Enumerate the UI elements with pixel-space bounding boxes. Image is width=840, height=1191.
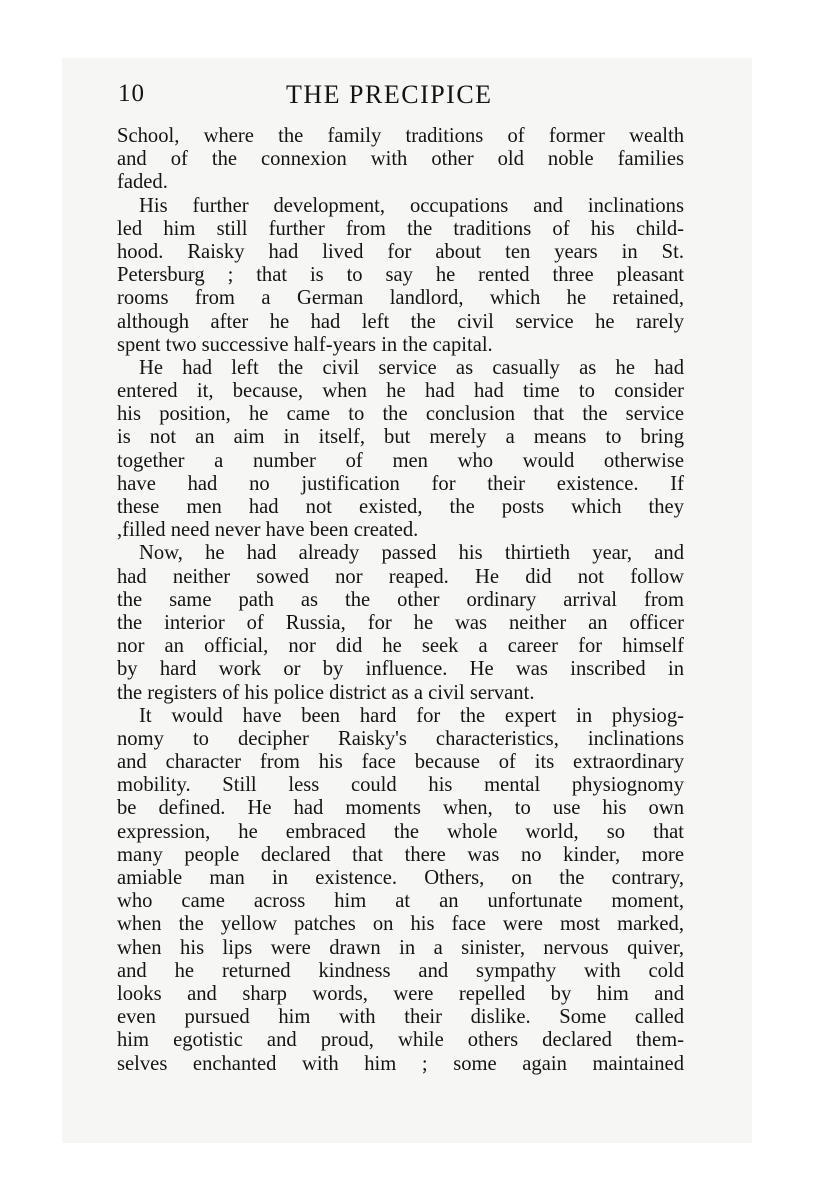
text-line: be defined. He had moments when, to use his own <box>117 797 684 820</box>
text-line: his position, he came to the conclusion that the service <box>117 403 684 426</box>
text-line: nor an official, nor did he seek a career for himself <box>117 635 684 658</box>
text-line: him egotistic and proud, while others declared them- <box>117 1029 684 1052</box>
text-line: when his lips were drawn in a sinister, nervous quiver, <box>117 936 684 959</box>
text-line: when the yellow patches on his face were most marked, <box>117 913 684 936</box>
text-line: the registers of his police district as a civil servant. <box>117 681 535 704</box>
text-line: is not an aim in itself, but merely a means to bring <box>117 426 684 449</box>
text-line: these men had not existed, the posts which they <box>117 496 684 518</box>
text-line: expression, he embraced the whole world, so that <box>117 820 684 843</box>
text-line: have had no justification for their existence. If <box>117 472 684 495</box>
text-line: hood. Raisky had lived for about ten years in St. <box>117 240 684 263</box>
page-number: 10 <box>118 80 145 107</box>
text-line: ,filled need never have been created. <box>117 519 419 542</box>
text-line: who came across him at an unfortunate moment, <box>117 890 684 913</box>
text-line: selves enchanted with him ; some again maintained <box>117 1052 684 1075</box>
body-text <box>117 125 684 1076</box>
text-line: He had left the civil service as casually as he had <box>139 356 684 379</box>
text-line: together a number of men who would otherwise <box>117 449 684 472</box>
text-line: the same path as the other ordinary arrival from <box>117 588 684 611</box>
page-header <box>118 80 684 116</box>
text-line: Petersburg ; that is to say he rented three pleasant <box>117 264 684 287</box>
text-line: mobility. Still less could his mental physiognomy <box>117 774 684 797</box>
text-line: had neither sowed nor reaped. He did not follow <box>117 565 684 588</box>
text-line: entered it, because, when he had had time to consider <box>117 380 684 403</box>
text-line: by hard work or by influence. He was inscribed in <box>117 658 684 681</box>
text-line: and of the connexion with other old noble families <box>117 148 684 171</box>
text-line: and he returned kindness and sympathy with cold <box>117 959 684 982</box>
text-line: many people declared that there was no kinder, more <box>117 843 684 866</box>
text-line: nomy to decipher Raisky's characteristics, inclinations <box>117 727 684 750</box>
running-head: THE PRECIPICE <box>286 80 493 109</box>
text-line: the interior of Russia, for he was neither an officer <box>117 611 684 634</box>
text-line: spent two successive half-years in the capital. <box>117 333 493 356</box>
text-line: looks and sharp words, were repelled by him and <box>117 982 684 1005</box>
text-line: Now, he had already passed his thirtieth year, and <box>139 542 684 565</box>
text-line: rooms from a German landlord, which he retained, <box>117 287 684 310</box>
text-line: It would have been hard for the expert in physiog- <box>139 704 684 727</box>
text-line: School, where the family traditions of former wealth <box>117 125 684 147</box>
text-line: even pursued him with their dislike. Some called <box>117 1006 684 1029</box>
text-line: and character from his face because of its extraordinary <box>117 751 684 774</box>
text-line: although after he had left the civil service he rarely <box>117 310 684 333</box>
text-line: led him still further from the traditions of his child- <box>117 217 684 240</box>
text-line: amiable man in existence. Others, on the contrary, <box>117 867 684 889</box>
text-line: faded. <box>117 171 168 194</box>
text-line: His further development, occupations and inclinations <box>139 194 684 217</box>
